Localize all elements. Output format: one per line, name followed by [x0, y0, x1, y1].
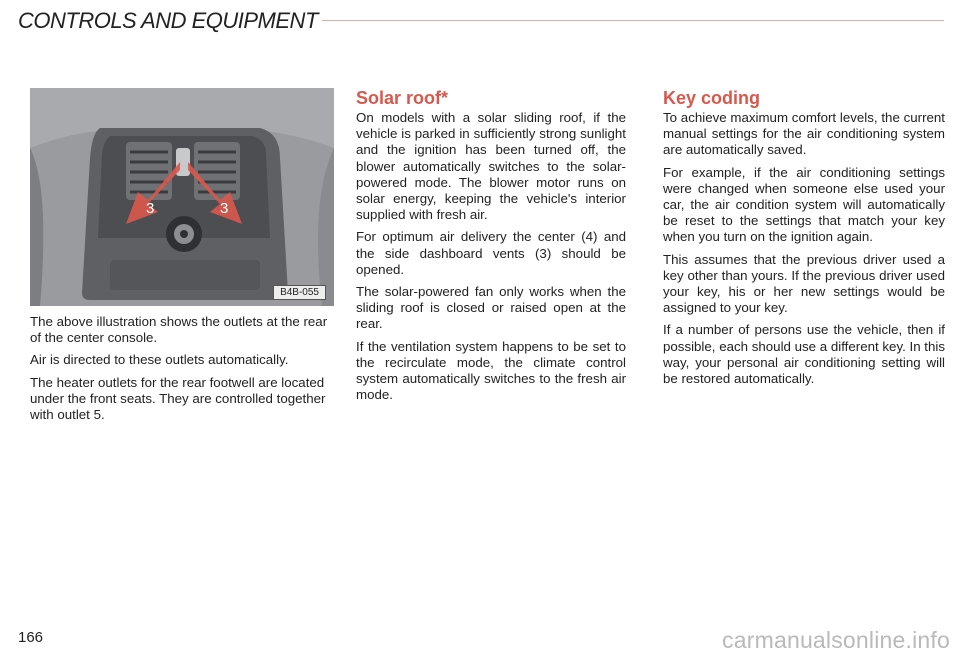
figure-code-label: B4B-055	[273, 285, 326, 300]
left-paragraph: The heater outlets for the rear footwell are located under the front seats. They are controlled together with outlet 5.	[30, 374, 326, 423]
arrow-label-right: 3	[220, 200, 229, 217]
rear-console-illustration	[30, 88, 334, 306]
key-paragraph: To achieve maximum comfort levels, the current manual settings for the air conditioning system are automatically saved.	[663, 110, 945, 158]
key-paragraph: For example, if the air conditioning settings were changed when someone else used your car, the air condition system will automatically be reset to the settings that match your key when you turn on the ignition again.	[663, 164, 945, 245]
solar-paragraph: On models with a solar sliding roof, if the vehicle is parked in sufficiently strong sunlight and the ignition has been turned off, the blower automatically switches to the solar-powered mode. The blower motor runs on solar energy, keeping the vehicle's interior supplied with fresh air.	[356, 110, 626, 223]
left-paragraph: The above illustration shows the outlets at the rear of the center console.	[30, 314, 328, 346]
solar-paragraph: The solar-powered fan only works when the sliding roof is closed or raised open at the rear.	[356, 284, 626, 332]
solar-roof-text	[356, 110, 626, 409]
page-header-title: CONTROLS AND EQUIPMENT	[18, 8, 318, 33]
solar-paragraph: For optimum air delivery the center (4) and the side dashboard vents (3) should be opened.	[356, 229, 626, 277]
header-rule	[322, 20, 944, 21]
arrow-label-left: 3	[146, 200, 155, 217]
key-paragraph: If a number of persons use the vehicle, then if possible, each should use a different key. In this way, your personal air conditioning setting will be restored automatically.	[663, 322, 945, 387]
left-paragraph: Air is directed to these outlets automatically.	[30, 352, 289, 368]
solar-paragraph: If the ventilation system happens to be set to the recirculate mode, the climate control system automatically switches to the fresh air mode.	[356, 338, 626, 403]
console-drawing	[30, 88, 334, 306]
solar-roof-heading: Solar roof*	[356, 88, 449, 108]
key-coding-text	[663, 110, 945, 393]
watermark-text: carmanualsonline.info	[722, 627, 950, 653]
page-number: 166	[18, 629, 44, 646]
key-paragraph: This assumes that the previous driver used a key other than yours. If the previous driver used your key, his or her new settings would be assigned to your key.	[663, 251, 945, 316]
key-coding-heading: Key coding	[663, 88, 761, 108]
left-column-text	[30, 314, 336, 429]
